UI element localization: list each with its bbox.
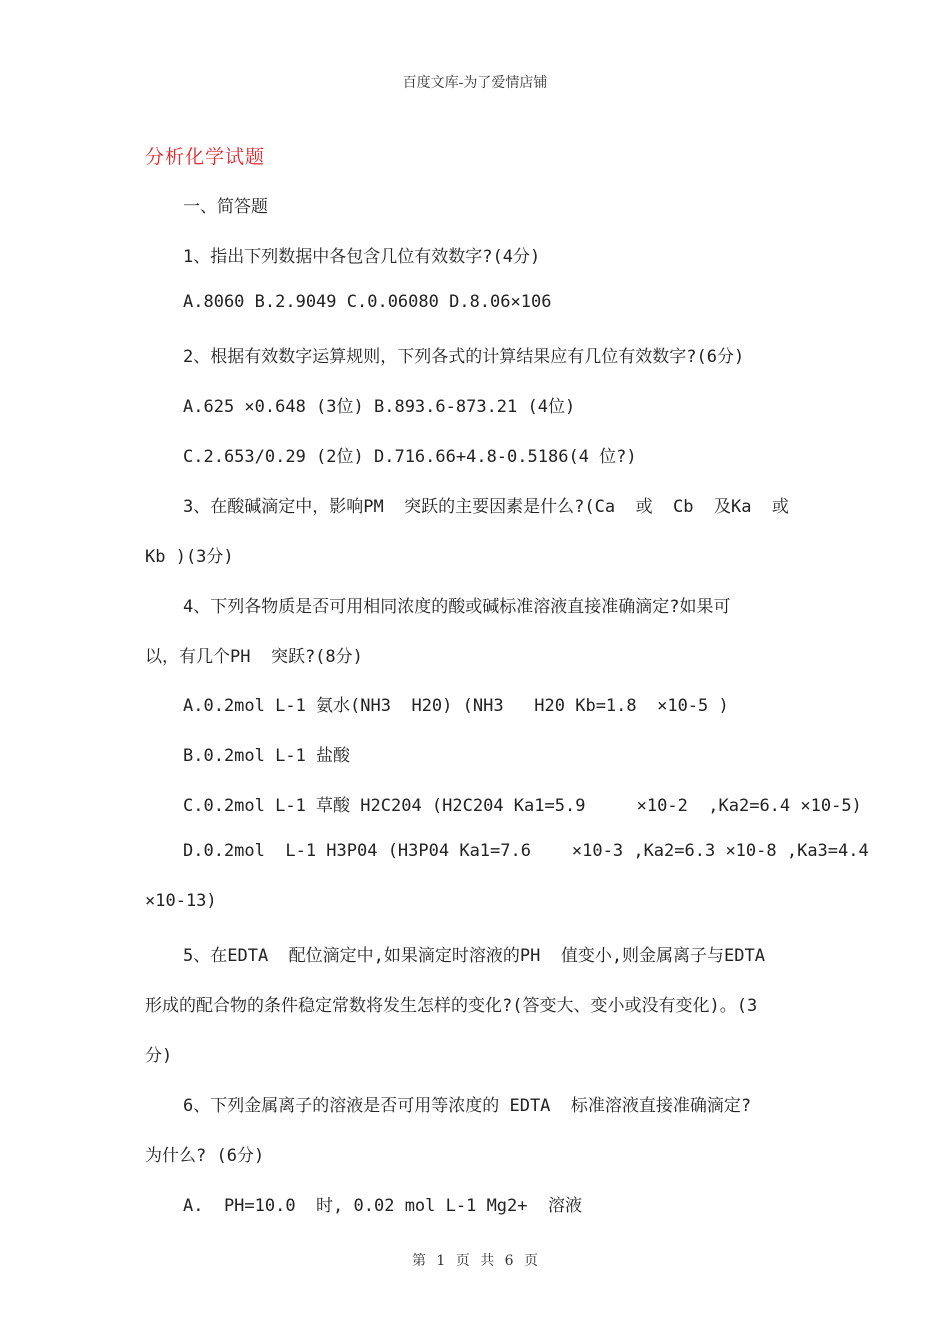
question-4-option-a: A.0.2mol L-1 氨水(NH3 H20) (NH3 H20 Kb=1.8 ×10-5 ) <box>183 696 729 716</box>
question-6-option-a: A. PH=10.0 时, 0.02 mol L-1 Mg2+ 溶液 <box>183 1196 582 1216</box>
question-6: 6、下列金属离子的溶液是否可用等浓度的 EDTA 标准溶液直接准确滴定? <box>183 1096 752 1116</box>
question-4: 4、下列各物质是否可用相同浓度的酸或碱标准溶液直接准确滴定?如果可 <box>183 597 731 617</box>
question-3-cont: Kb )(3分) <box>145 547 234 567</box>
question-4-option-d-cont: ×10-13) <box>145 891 217 911</box>
question-5-cont-2: 分) <box>145 1046 173 1066</box>
question-2-options-cd: C.2.653/0.29 (2位) D.716.66+4.8-0.5186(4 位?) <box>183 447 637 467</box>
question-4-option-b: B.0.2mol L-1 盐酸 <box>183 746 351 766</box>
question-4-option-d: D.0.2mol L-1 H3P04 (H3P04 Ka1=7.6 ×10-3 ,Ka2=6.3 ×10-8 ,Ka3=4.4 <box>183 841 869 861</box>
document-title: 分析化学试题 <box>145 146 266 168</box>
question-3: 3、在酸碱滴定中，影响PM 突跃的主要因素是什么?(Ca 或 Cb 及Ka 或 <box>183 497 789 517</box>
question-5-cont: 形成的配合物的条件稳定常数将发生怎样的变化?(答变大、变小或没有变化)。(3 <box>145 996 758 1016</box>
section-heading: 一、简答题 <box>183 197 268 217</box>
page-header: 百度文库-为了爱情店铺 <box>402 75 548 91</box>
question-6-cont: 为什么? (6分) <box>145 1146 265 1166</box>
question-4-option-c: C.0.2mol L-1 草酸 H2C204 (H2C204 Ka1=5.9 ×10-2 ,Ka2=6.4 ×10-5) <box>183 796 862 816</box>
question-2-options-ab: A.625 ×0.648 (3位) B.893.6-873.21 (4位) <box>183 397 576 417</box>
question-4-cont: 以，有几个PH 突跃?(8分) <box>145 647 363 667</box>
question-2: 2、根据有效数字运算规则，下列各式的计算结果应有几位有效数字?(6分) <box>183 347 745 367</box>
page-footer: 第 1 页 共 6 页 <box>411 1253 539 1269</box>
question-1-options: A.8060 B.2.9049 C.0.06080 D.8.06×106 <box>183 292 552 312</box>
question-1: 1、指出下列数据中各包含几位有效数字?(4分) <box>183 247 541 267</box>
question-5: 5、在EDTA 配位滴定中,如果滴定时溶液的PH 值变小,则金属离子与EDTA <box>183 946 765 966</box>
